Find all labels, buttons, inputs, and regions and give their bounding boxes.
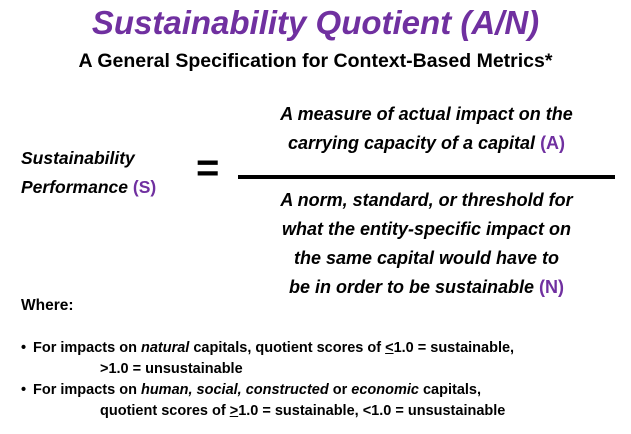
denominator-line1: A norm, standard, or threshold for [280,190,573,210]
where-label: Where: [21,297,74,314]
note2-line2-post: 1.0 = sustainable, <1.0 = unsustainable [238,403,506,419]
note-natural-capitals [21,338,514,380]
denominator-line2: what the entity-specific impact on [281,219,572,239]
note2-post: capitals, [418,382,482,398]
note1-em: natural [140,340,190,356]
note2-op: > [229,403,239,419]
numerator-line2: carrying capacity of a capital [287,133,536,153]
denominator-symbol: (N) [539,277,565,297]
lhs-label [21,144,156,202]
denominator [238,186,615,302]
note-other-capitals [21,380,505,422]
note2-line2 [21,401,505,422]
equals-sign: = [196,146,220,190]
denominator-line3: the same capital would have to [293,248,560,268]
note1-line1 [21,338,514,359]
bullet-icon: • [21,382,27,398]
numerator-line2-wrap [238,129,615,158]
note2-mid: or [328,382,352,398]
fraction-bar [238,175,615,179]
bullet-icon: • [21,340,27,356]
note2-em2: economic [351,382,419,398]
note1-op: < [385,340,394,356]
lhs-line1: Sustainability [21,148,135,168]
numerator-symbol: (A) [540,133,566,153]
note1-post: 1.0 = sustainable, [393,340,515,356]
lhs-line2: Performance [21,177,128,197]
note2-pre: For impacts on [33,382,141,398]
numerator [238,100,615,158]
numerator-line1: A measure of actual impact on the [280,104,573,124]
note2-line2-pre: quotient scores of [100,403,230,419]
note1-pre: For impacts on [33,340,141,356]
note1-mid: capitals, quotient scores of [189,340,386,356]
page-title: Sustainability Quotient (A/N) [91,4,540,41]
page-subtitle: A General Specification for Context-Based Metrics* [78,50,553,72]
denominator-line4: be in order to be sustainable [288,277,535,297]
denominator-line4-wrap [238,273,615,302]
note2-line1 [21,380,505,401]
lhs-line2-wrap [21,173,156,202]
note1-line2: >1.0 = unsustainable [100,361,243,377]
lhs-symbol: (S) [132,177,157,197]
note2-em: human, social, constructed [140,382,329,398]
